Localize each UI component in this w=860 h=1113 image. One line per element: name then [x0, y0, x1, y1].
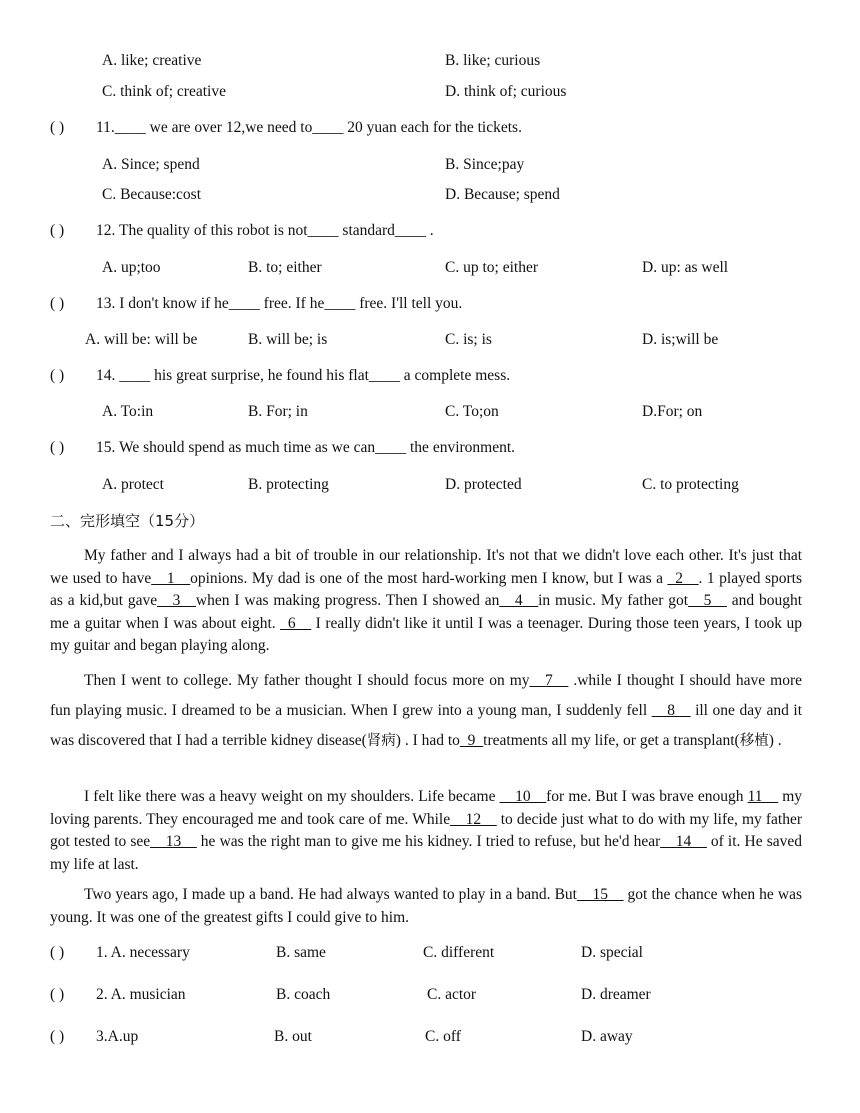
option-a: A. up;too	[102, 259, 161, 276]
passage-paragraph-1	[50, 545, 802, 658]
option-c: D. protected	[445, 476, 522, 493]
question-stem: 14. ____ his great surprise, he found his flat____ a complete mess.	[96, 367, 511, 384]
answer-bracket[interactable]: ( )	[50, 119, 65, 136]
passage-text: .while I thought I should have more fun playing music. I dreamed to be a musician. When I grew into a young man, I suddenly fell	[50, 672, 802, 719]
cloze-question-3	[50, 1027, 138, 1047]
option-b: B. will be; is	[248, 331, 328, 348]
question-13	[50, 294, 462, 314]
option-c: C. different	[423, 944, 495, 961]
option-b: B. protecting	[248, 476, 329, 493]
passage-text: opinions. My dad is one of the most hard-working men I know, but I was a	[190, 569, 668, 587]
blank-7[interactable]: __7__	[529, 672, 569, 689]
answer-bracket[interactable]: ( )	[50, 439, 65, 456]
question-14	[50, 366, 510, 386]
blank-4[interactable]: __4__	[499, 592, 539, 609]
question-15	[50, 438, 515, 458]
option-d: D. up: as well	[642, 259, 729, 276]
option-a: A. Since; spend	[102, 156, 200, 173]
option-c: C. up to; either	[445, 259, 538, 276]
blank-3[interactable]: __3__	[157, 592, 196, 609]
option-d: D. dreamer	[581, 986, 651, 1003]
option-a: 1. A. necessary	[96, 944, 190, 961]
blank-13[interactable]: __13__	[150, 833, 197, 850]
chinese-gloss: 肾病	[366, 733, 396, 749]
blank-11[interactable]: 11__	[747, 788, 779, 805]
option-d: D.For; on	[642, 403, 703, 420]
option-d: C. to protecting	[642, 476, 739, 493]
option-b: B. coach	[276, 986, 331, 1003]
question-stem: 15. We should spend as much time as we can____ the environment.	[96, 439, 516, 456]
blank-10[interactable]: __10__	[499, 788, 547, 805]
passage-text: ) .	[768, 732, 782, 749]
blank-2[interactable]: _2__	[667, 569, 699, 587]
option-a: 3.A.up	[96, 1028, 139, 1045]
option-d: D. think of; curious	[445, 83, 567, 100]
cloze-question-2	[50, 985, 186, 1005]
passage-paragraph-3	[50, 786, 802, 876]
passage-text: I felt like there was a heavy weight on my shoulders. Life became	[84, 788, 500, 805]
passage-text: My father and I always had a bit of trouble in our relationship. It's not that we didn't love each other. It's just that we used to have	[50, 547, 802, 587]
option-c: C. off	[425, 1028, 461, 1045]
option-c: C. To;on	[445, 403, 499, 420]
answer-bracket[interactable]: ( )	[50, 1028, 65, 1045]
passage-text: when I was making progress. Then I showed an	[195, 592, 500, 609]
passage-text: . 1 played sports as a kid,but gave	[50, 569, 802, 609]
option-d: D. is;will be	[642, 331, 719, 348]
question-stem: 11.____ we are over 12,we need to____ 20 yuan each for the tickets.	[96, 119, 522, 136]
option-c: C. think of; creative	[102, 83, 226, 100]
chinese-gloss: 移植	[739, 733, 769, 749]
passage-text: Then I went to college. My father thought I should focus more on my	[84, 672, 530, 689]
option-b: B. For; in	[248, 403, 308, 420]
question-11	[50, 118, 522, 138]
passage-text: treatments all my life, or get a transplant(	[483, 732, 740, 749]
option-a: A. will be: will be	[85, 331, 198, 348]
answer-bracket[interactable]: ( )	[50, 222, 65, 239]
passage-text: and bought me a guitar when I was about eight.	[50, 592, 802, 632]
blank-12[interactable]: __12__	[450, 810, 497, 828]
blank-1[interactable]: __1__	[151, 569, 191, 587]
answer-bracket[interactable]: ( )	[50, 986, 65, 1003]
option-d: D. away	[581, 1028, 633, 1045]
option-a: A. like; creative	[102, 52, 202, 69]
passage-text: my loving parents. They encouraged me and took care of me. While	[50, 788, 802, 828]
answer-bracket[interactable]: ( )	[50, 295, 65, 312]
passage-text: got the chance when he was young. It was one of the greatest gifts I could give to him.	[50, 886, 802, 926]
passage-text: to decide just what to do with my life, my father got tested to see	[50, 810, 803, 850]
option-c: C. is; is	[445, 331, 492, 348]
question-stem: 13. I don't know if he____ free. If he____ free. I'll tell you.	[96, 295, 463, 312]
option-b: B. to; either	[248, 259, 322, 276]
option-b: B. out	[274, 1028, 312, 1045]
blank-8[interactable]: __8__	[651, 702, 691, 719]
question-stem: 12. The quality of this robot is not____ standard____ .	[96, 222, 434, 239]
passage-text: for me. But I was brave enough	[546, 788, 748, 805]
option-d: D. special	[581, 944, 643, 961]
blank-14[interactable]: __14__	[660, 833, 707, 850]
section-heading: 二、完形填空（15分）	[50, 512, 205, 530]
option-d: D. Because; spend	[445, 186, 560, 203]
passage-text: I really didn't like it until I was a teenager. During those teen years, I took up my guitar and began playing along.	[50, 614, 802, 654]
passage-paragraph-4	[50, 884, 802, 929]
blank-9[interactable]: _9_	[459, 732, 484, 749]
passage-text: in music. My father got	[538, 592, 689, 609]
option-c: C. Because:cost	[102, 186, 202, 203]
cloze-question-1	[50, 943, 190, 963]
passage-paragraph-2	[50, 666, 802, 756]
option-a: A. To:in	[102, 403, 154, 420]
passage-text: ill one day and it was discovered that I had a terrible kidney disease(	[50, 702, 803, 749]
option-b: B. Since;pay	[445, 156, 525, 173]
answer-bracket[interactable]: ( )	[50, 367, 65, 384]
blank-15[interactable]: __15__	[576, 886, 624, 903]
blank-6[interactable]: _6__	[280, 614, 312, 632]
option-c: C. actor	[427, 986, 477, 1003]
option-b: B. like; curious	[445, 52, 541, 69]
option-a: 2. A. musician	[96, 986, 186, 1003]
answer-bracket[interactable]: ( )	[50, 944, 65, 961]
question-12	[50, 221, 434, 241]
passage-text: Two years ago, I made up a band. He had always wanted to play in a band. But	[84, 886, 577, 903]
option-b: B. same	[276, 944, 326, 961]
passage-text: he was the right man to give me his kidney. I tried to refuse, but he'd hear	[196, 833, 661, 850]
blank-5[interactable]: __5__	[688, 592, 727, 609]
passage-text: of it. He saved my life at last.	[50, 833, 803, 873]
option-a: A. protect	[102, 476, 164, 493]
passage-text: ) . I had to	[395, 732, 460, 749]
